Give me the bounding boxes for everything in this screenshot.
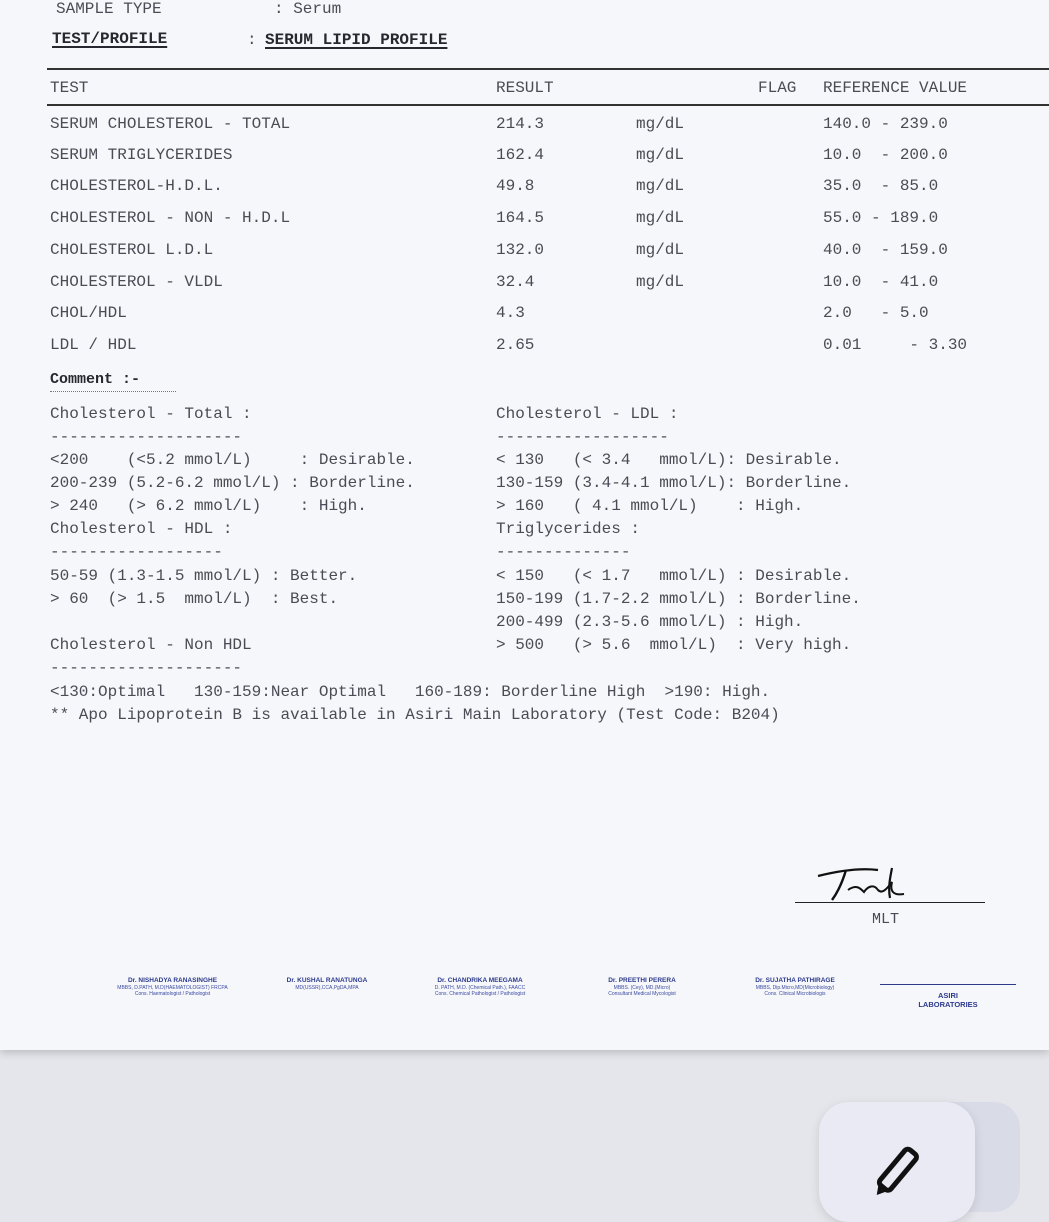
test-name: CHOLESTEROL - NON - H.D.L [50,209,291,227]
doctor-credit [262,977,392,991]
comment-left-line: 50-59 (1.3-1.5 mmol/L) : Better. [50,567,358,585]
test-unit: mg/dL [636,115,685,133]
comment-right-line: > 500 (> 5.6 mmol/L) : Very high. [496,636,852,654]
comment-right-line: < 130 (< 3.4 mmol/L): Desirable. [496,451,842,469]
edit-button[interactable] [819,1102,975,1222]
table-row [0,209,1049,233]
test-profile-colon: : [247,31,257,49]
test-name: LDL / HDL [50,336,137,354]
doctor-name: Dr. SUJATHA PATHIRAGE [755,977,835,984]
doctor-credit [572,977,712,997]
comment-right-line: 200-499 (2.3-5.6 mmol/L) : High. [496,613,804,631]
non-hdl-ranges: <130:Optimal 130-159:Near Optimal 160-189: Borderline High >190: High. [50,683,771,701]
test-reference: 140.0 - 239.0 [823,115,948,133]
doctor-role: Cons. Haematologist / Pathologist [134,991,211,997]
doctor-name: Dr. PREETHI PERERA [608,977,676,984]
test-result: 49.8 [496,177,535,195]
table-row [0,273,1049,297]
table-row [0,146,1049,170]
test-reference: 0.01 - 3.30 [823,336,968,354]
apo-lipoprotein-note: ** Apo Lipoprotein B is available in Asiri Main Laboratory (Test Code: B204) [50,706,780,724]
comment-left-line: -------------------- [50,428,243,446]
test-name: CHOLESTEROL - VLDL [50,273,223,291]
comment-left-line: 200-239 (5.2-6.2 mmol/L) : Borderline. [50,474,415,492]
test-unit: mg/dL [636,177,685,195]
doctor-credit [720,977,870,997]
test-result: 132.0 [496,241,545,259]
comment-right-line: > 160 ( 4.1 mmol/L) : High. [496,497,804,515]
test-reference: 40.0 - 159.0 [823,241,948,259]
test-reference: 2.0 - 5.0 [823,304,929,322]
test-reference: 10.0 - 200.0 [823,146,948,164]
test-result: 4.3 [496,304,525,322]
signature-line [795,902,985,903]
table-top-rule [47,68,1049,70]
test-name: CHOL/HDL [50,304,127,322]
comment-right-line: Triglycerides : [496,520,641,538]
doctor-credit [85,977,260,997]
column-header-flag: FLAG [758,79,797,97]
test-result: 162.4 [496,146,545,164]
comment-right-line: ------------------ [496,428,669,446]
test-name: CHOLESTEROL-H.D.L. [50,177,223,195]
comment-right-line: 130-159 (3.4-4.1 mmol/L): Borderline. [496,474,852,492]
comment-dotted-rule [50,391,176,392]
test-result: 2.65 [496,336,535,354]
table-row [0,304,1049,328]
comment-right-line: Cholesterol - LDL : [496,405,679,423]
sample-type-value: : Serum [274,0,342,18]
table-row [0,177,1049,201]
doctor-name: Dr. CHANDRIKA MEEGAMA [437,977,523,984]
comment-left-line: <200 (<5.2 mmol/L) : Desirable. [50,451,415,469]
test-unit: mg/dL [636,146,685,164]
doctor-qualifications: MBBS, D.PATH, M.D(HAEMATOLOGIST) FRCPA [117,985,228,991]
test-result: 214.3 [496,115,545,133]
doctor-role: Cons. Chemical Pathologist / Pathologist [434,991,526,997]
test-reference: 55.0 - 189.0 [823,209,939,227]
test-unit: mg/dL [636,241,685,259]
comment-left-line: -------------------- [50,659,243,677]
asiri-laboratories-mark [880,984,1016,1009]
lab-name-line1: ASIRI [937,991,958,1000]
table-row [0,115,1049,139]
doctor-qualifications: MBBS. (Cey), MD.(Micro) [613,985,671,991]
signature-title: MLT [872,911,900,928]
test-result: 32.4 [496,273,535,291]
column-header-test: TEST [50,79,89,97]
test-reference: 10.0 - 41.0 [823,273,939,291]
test-profile-label: TEST/PROFILE [52,30,168,48]
column-header-reference: REFERENCE VALUE [823,79,968,97]
sample-type-label: SAMPLE TYPE [56,0,162,18]
comment-left-line: Cholesterol - Non HDL [50,636,252,654]
table-header-row [0,79,1049,103]
lab-name-line2: LABORATORIES [918,1000,978,1009]
pencil-icon [871,1142,921,1202]
comment-heading: Comment :- [50,371,141,388]
comment-left-line: > 60 (> 1.5 mmol/L) : Best. [50,590,339,608]
doctor-role: Consultant Medical Mycologist [608,991,676,997]
doctor-role: Cons. Clinical Microbiologis [764,991,826,997]
test-name: SERUM CHOLESTEROL - TOTAL [50,115,291,133]
test-result: 164.5 [496,209,545,227]
table-row [0,241,1049,265]
table-header-rule [47,104,1049,106]
signature-scribble [812,862,952,904]
doctor-qualifications: MBBS, Dip.Micro,MD(Microbiology) [755,985,835,991]
doctor-qualifications: MD(USSR),CCA,PgDA,MPA [295,985,359,991]
comment-left-line: Cholesterol - HDL : [50,520,233,538]
table-row [0,336,1049,360]
comment-left-line: ------------------ [50,543,223,561]
comment-left-line: Cholesterol - Total : [50,405,252,423]
doctor-credit [400,977,560,997]
column-header-result: RESULT [496,79,554,97]
test-reference: 35.0 - 85.0 [823,177,939,195]
test-profile-value: SERUM LIPID PROFILE [265,31,448,49]
doctor-name: Dr. KUSHAL RANATUNGA [286,977,368,984]
comment-right-line: 150-199 (1.7-2.2 mmol/L) : Borderline. [496,590,861,608]
doctor-qualifications: D. PATH, M.D. (Chemical Path.), FAACC [434,985,526,991]
test-unit: mg/dL [636,273,685,291]
test-name: SERUM TRIGLYCERIDES [50,146,233,164]
comment-right-line: < 150 (< 1.7 mmol/L) : Desirable. [496,567,852,585]
comment-right-line: -------------- [496,543,631,561]
doctor-name: Dr. NISHADYA RANASINGHE [127,977,218,984]
comment-left-line: > 240 (> 6.2 mmol/L) : High. [50,497,367,515]
test-name: CHOLESTEROL L.D.L [50,241,214,259]
test-unit: mg/dL [636,209,685,227]
